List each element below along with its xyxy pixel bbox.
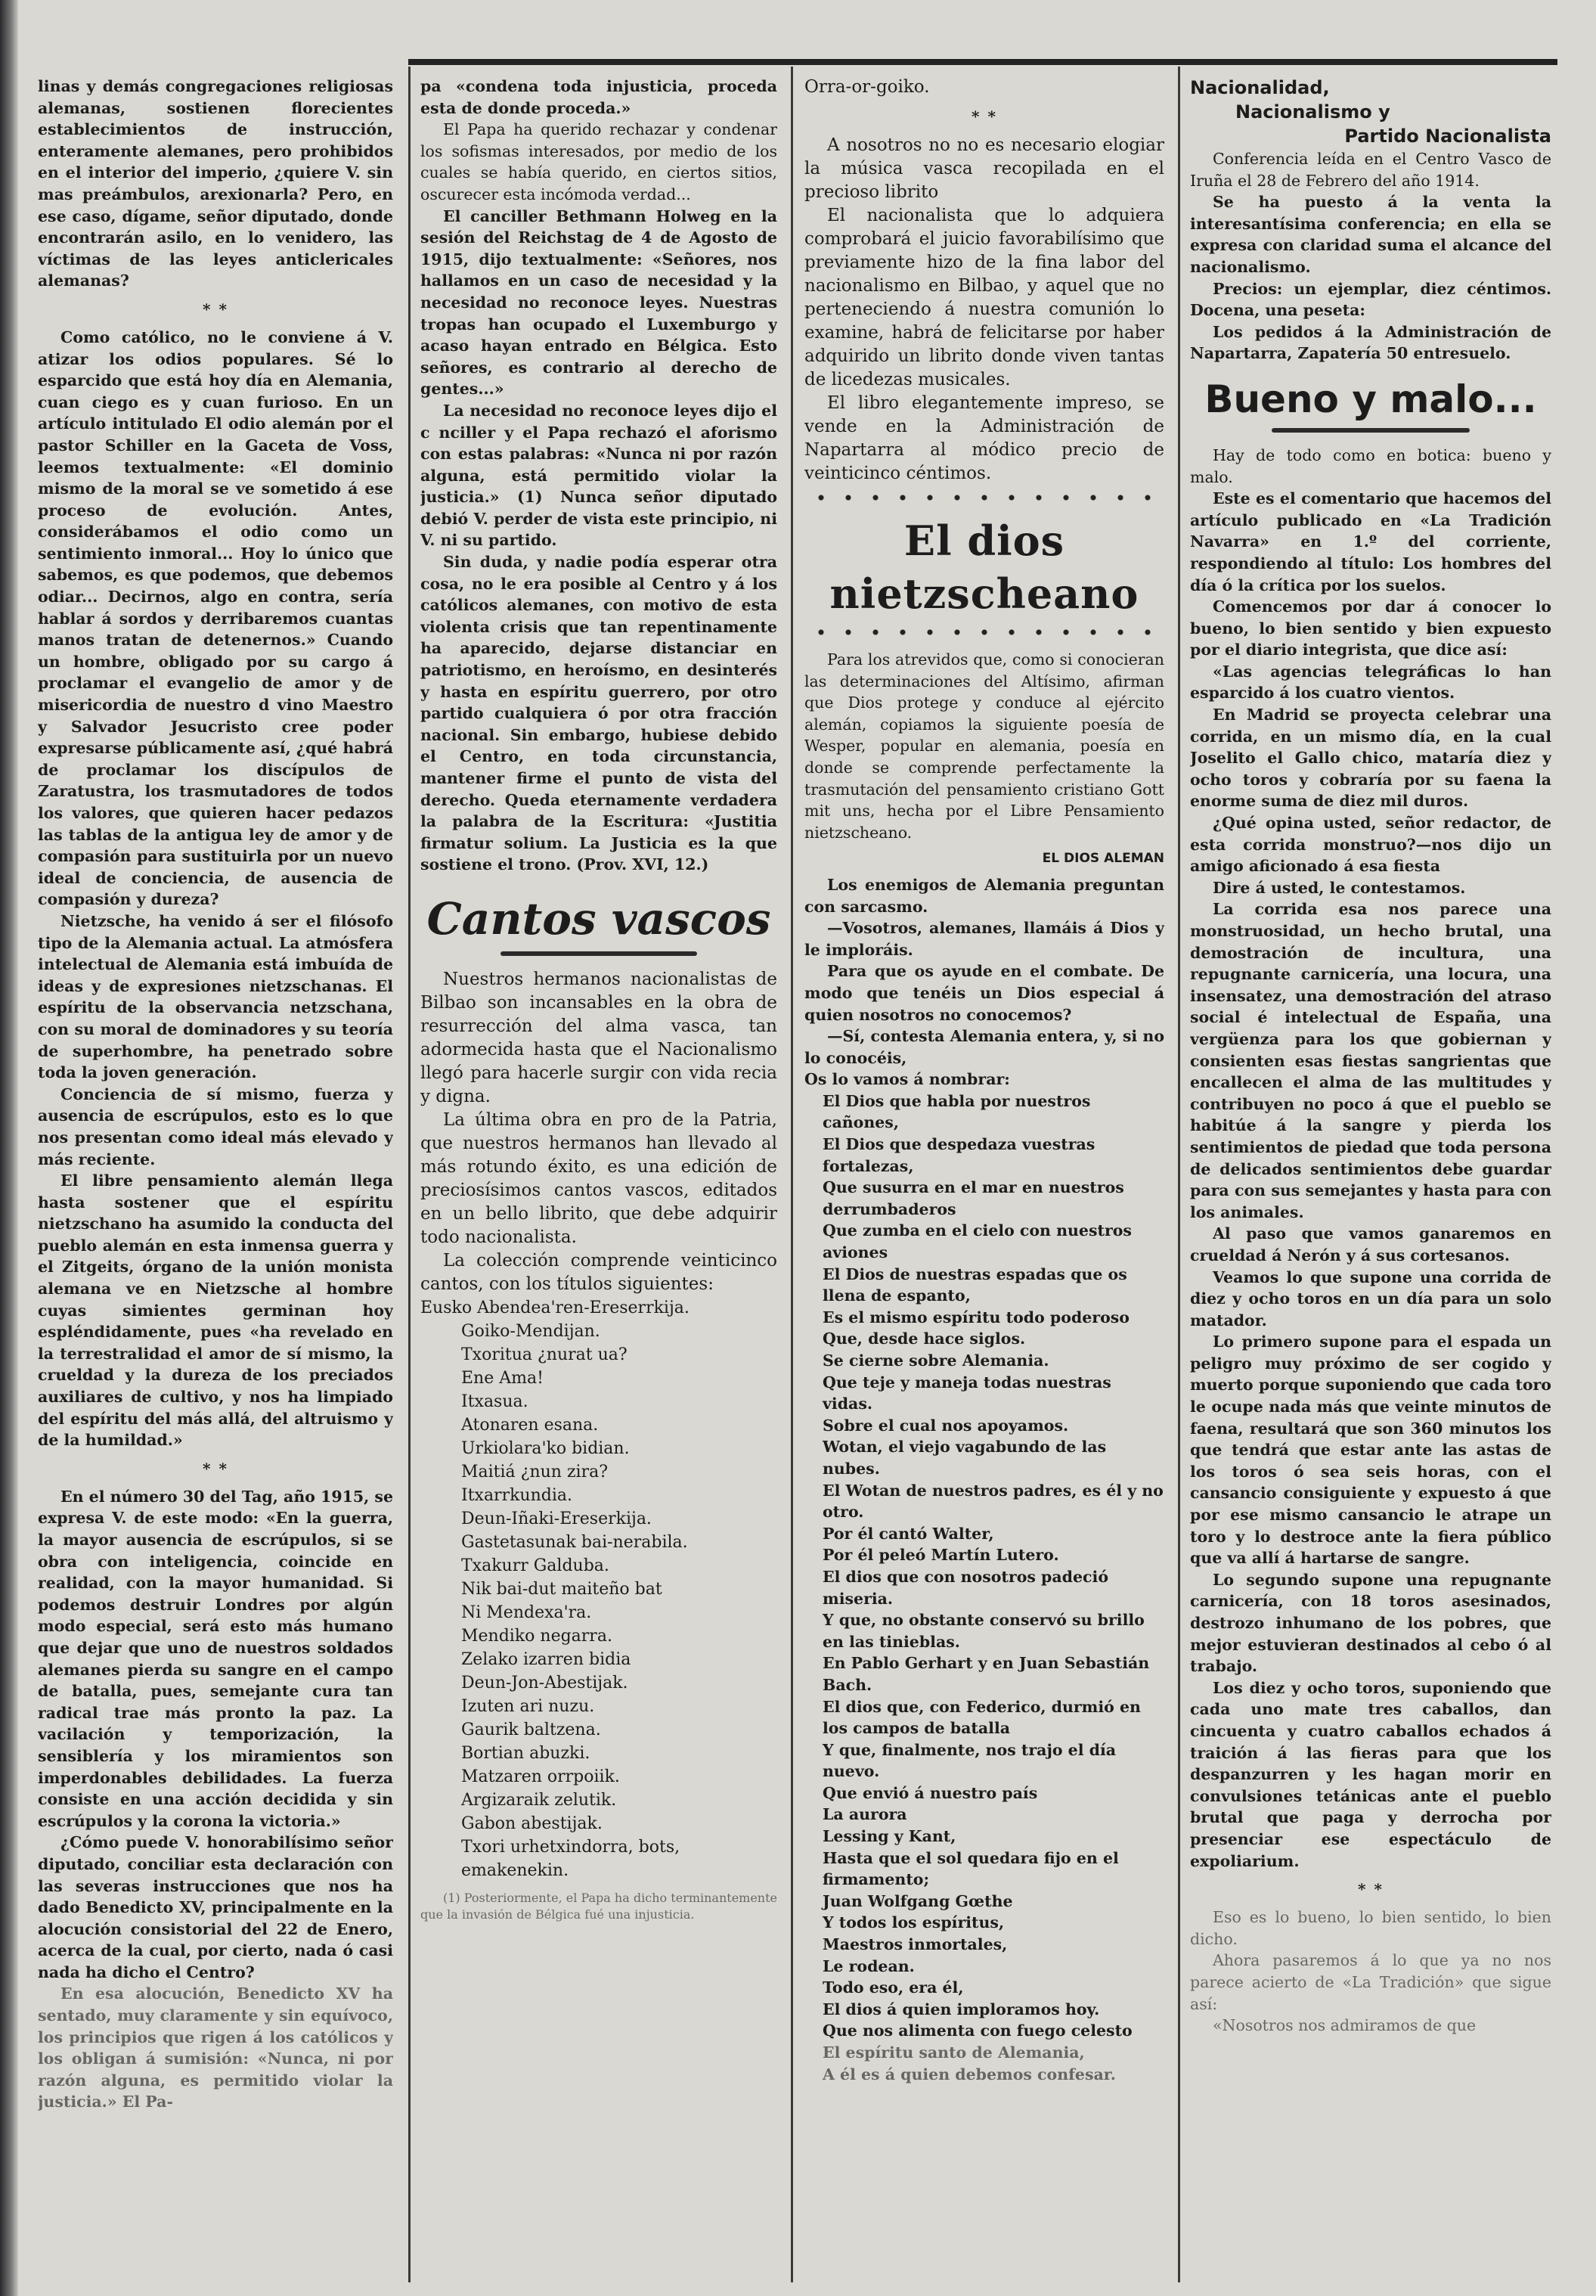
verse-line: El Dios de nuestras espadas que os llena de espanto, bbox=[823, 1264, 1127, 1305]
song-title: Txori urhetxindorra, bots, emakenekin. bbox=[461, 1837, 680, 1880]
col1-paragraph: linas y demás congregaciones religiosas alemanas, sostienen florecientes establecimientos de instrucción, enteramente alemanes, pero prohibidos en el interior del imperio, ¿quiere V. sin mas preámbulos, arexionarla? Pero, en ese caso, dígame, señor diputado, donde encontrarán asilo, en lo venidero, las víctimas de las leyes anticlericales alemanas? bbox=[38, 77, 393, 290]
song-title: Eusko Abendea'ren-Ereserrkija. bbox=[420, 1298, 690, 1317]
col3-paragraph: Los enemigos de Alemania preguntan con sarcasmo. bbox=[804, 875, 1164, 916]
asterism: * * bbox=[972, 107, 997, 126]
verse-line: Lessing y Kant, bbox=[823, 1827, 956, 1846]
col4-paragraph: Los diez y ocho toros, suponiendo que cada uno mate tres caballos, dan cincuenta y cuatro caballos echados á traición á las fieras para que los despanzurren y les hagan morir en convulsiones tetánicas ante el pueblo brutal que paga y derrocha por presenciar ese espectáculo de expoliarium. bbox=[1190, 1678, 1551, 1870]
verse-line: Os lo vamos á nombrar: bbox=[804, 1070, 1010, 1089]
verse-line: El dios que con nosotros padeció miseria. bbox=[823, 1567, 1108, 1608]
song-title: Nik bai-dut maiteño bat bbox=[461, 1579, 662, 1599]
page-binding-edge bbox=[0, 0, 18, 2296]
verse-line: Y que, finalmente, nos trajo el día nuevo. bbox=[823, 1740, 1117, 1781]
verse-line: Juan Wolfgang Gœthe bbox=[823, 1891, 1013, 1910]
song-title: Matzaren orrpoiik. bbox=[461, 1767, 620, 1786]
verse-line: El Wotan de nuestros padres, es él y no otro. bbox=[823, 1481, 1164, 1522]
heading-partido-nacionalista: Partido Nacionalista bbox=[1344, 126, 1551, 147]
top-rule bbox=[408, 59, 1557, 65]
heading-nacionalidad: Nacionalidad, bbox=[1190, 77, 1330, 98]
col2-paragraph: El Papa ha querido rechazar y condenar los sofismas interesados, por medio de los cuales se había querido, en ciertos sitios, oscurecer esta incómoda verdad... bbox=[420, 120, 777, 203]
song-title: Itxarrkundia. bbox=[461, 1485, 572, 1505]
col2-paragraph: La última obra en pro de la Patria, que nuestros hermanos han llevado al más rotundo éxito, es una edición de preciosísimos cantos vascos, editados en un bello librito, que debe adquirir todo nacionalista. bbox=[420, 1109, 777, 1247]
col4-paragraph: Este es el comentario que hacemos del artículo publicado en «La Tradición Navarra» en 1.º del corriente, respondiendo al título: Los hombres del día ó la crítica por los suelos. bbox=[1190, 489, 1551, 594]
col4-paragraph: «Nosotros nos admiramos de que bbox=[1213, 2016, 1477, 2035]
asterism: * * bbox=[203, 1459, 228, 1478]
verse-line: El dios á quien imploramos hoy. bbox=[823, 2000, 1100, 2018]
column-1 bbox=[38, 76, 393, 2284]
heading-nacionalismo: Nacionalismo y bbox=[1235, 101, 1390, 123]
verse-line: Es el mismo espíritu todo poderoso bbox=[823, 1308, 1130, 1326]
col4-paragraph: La corrida esa nos parece una monstruosidad, un hecho brutal, una demostración de incultura, una repugnante carnicería, una locura, una insensatez, una demostración del atraso social é intelectual de España, una vergüenza para los que gobiernan y consienten esas fiestas sangrientas que encallecen el alma de las multitudes y contribuyen no poco á que el pueblo se habitúe á la sangre y pierda los sentimientos de piedad que toda persona de delicados sentimientos debe guardar para con sus semejantes y hasta para con los animales. bbox=[1190, 900, 1551, 1221]
verse-line: Que envió á nuestro país bbox=[823, 1783, 1038, 1802]
verse-line: Le rodean. bbox=[823, 1956, 915, 1975]
verse-line: Que teje y maneja todas nuestras vidas. bbox=[823, 1373, 1111, 1413]
verse-line: Que nos alimenta con fuego celesto bbox=[823, 2021, 1133, 2040]
column-2 bbox=[420, 76, 777, 2284]
verse-line: El Dios que habla por nuestros cañones, bbox=[823, 1091, 1091, 1132]
song-title: Izuten ari nuzu. bbox=[461, 1696, 595, 1716]
verse-line: Que susurra en el mar en nuestros derrumbaderos bbox=[823, 1178, 1124, 1218]
verse-line: Que zumba en el cielo con nuestros aviones bbox=[823, 1221, 1132, 1262]
verse-line: En Pablo Gerhart y en Juan Sebastián Bach. bbox=[823, 1654, 1150, 1694]
col1-paragraph: En esa alocución, Benedicto XV ha sentado, muy claramente y sin equívoco, los principios que rigen á los católicos y los obligan á sumisión: «Nunca, ni por razón alguna, es permitido violar la justicia.» El Pa- bbox=[38, 1984, 393, 2111]
col4-paragraph: Los pedidos á la Administración de Napartarra, Zapatería 50 entresuelo. bbox=[1190, 322, 1551, 363]
column-4 bbox=[1190, 76, 1551, 2284]
song-title: Gastetasunak bai-nerabila. bbox=[461, 1532, 688, 1552]
column-rule-1 bbox=[408, 67, 411, 2282]
verse-line: Sobre el cual nos apoyamos. bbox=[823, 1416, 1069, 1435]
heading-cantos-vascos: Cantos vascos bbox=[426, 892, 771, 945]
footnote: (1) Posteriormente, el Papa ha dicho terminantemente que la invasión de Bélgica fué una injusticia. bbox=[420, 1890, 777, 1922]
col4-paragraph: Dire á usted, le contestamos. bbox=[1213, 878, 1466, 897]
col1-paragraph: En el número 30 del Tag, año 1915, se expresa V. de este modo: «En la guerra, la mayor ausencia de escrúpulos, si se obra con inteligencia, coincide en realidad, con la mayor humanidad. Si podemos destruir Londres por algún modo especial, será esto más humano que dejar que uno de nuestros soldados alemanes pierda su sangre en el campo de batalla, pues, semejante cura tan radical trae más pronto la paz. La vacilación y temporización, la sensiblería y los miramientos son imperdonables debilidades. La fuerza consiste en una acción decidida y sin escrúpulos y la corona la victoria.» bbox=[38, 1487, 393, 1830]
verse-line: Por él cantó Walter, bbox=[823, 1524, 994, 1543]
col3-paragraph: El nacionalista que lo adquiera comprobará el juicio favorabilísimo que previamente hizo de la fina labor del nacionalismo en Bilbao, y aquel que no perteneciendo á nuestra comunión lo examine, habrá de felicitarse por haber adquirido un librito donde viven tantas de licedezas musicales. bbox=[804, 206, 1164, 389]
asterism: * * bbox=[203, 299, 228, 318]
col1-paragraph: Como católico, no le conviene á V. atizar los odios populares. Sé lo esparcido que está hoy día en Alemania, cuan ciego es y cuan furioso. En un artículo intitulado El odio alemán por el pastor Schiller en la Gaceta de Voss, leemos textualmente: «El dominio mismo de la moral se ve sometido á ese proceso de evolución. Antes, considerábamos el odio como un sentimiento inmoral... Hoy lo único que sabemos, es que podemos, que debemos odiar... Decirnos, algo en contra, sería hablar á sordos y derribaremos cuantas manos tratan de detenernos.» Cuando un hombre, obligado por su cargo á proclamar el evangelio de amor y de misericordia de nuestro d vino Maestro y Salvador Jesucristo cree poder expresarse públicamente así, ¿qué habrá de proclamar los discípulos de Zaratustra, los trasmutadores de todos los valores, que quieren hacer pedazos las tablas de la antigua ley de amor y de compasión para sustituirla por un nuevo ideal de conciencia, de ausencia de compasión y dureza? bbox=[38, 327, 393, 909]
song-title: Atonaren esana. bbox=[461, 1415, 599, 1435]
col3-paragraph: Para los atrevidos que, como si conocieran las determinaciones del Altísimo, afirman que Dios protege y conduce al ejército alemán, copiamos la siguiente poesía de Wesper, popular en alemania, poesía en donde se comprende perfectamente la trasmutación del pensamiento cristiano Gott mit uns, hecha por el Libre Pensamiento nietzscheano. bbox=[804, 650, 1164, 842]
col4-paragraph: Lo primero supone para el espada un peligro muy próximo de ser cogido y muerto porque suponiendo que cada toro le ocupe nada más que veinte minutos de faena, resultará que son 360 minutos los que tendrá que estar ante las astas de los toros ó sea seis horas, con el cansancio consiguiente y expuesto á que por ese mismo cansancio le atrape un toro y lo destroce ante la fiera público que va allí á hartarse de sangre. bbox=[1190, 1333, 1551, 1568]
asterism: * * bbox=[1358, 1880, 1384, 1899]
col2-paragraph: La necesidad no reconoce leyes dijo el c nciller y el Papa rechazó el aforismo con estas palabras: «Nunca ni por razón alguna, está permitido violar la justicia.» (1) Nunca señor diputado debió V. perder de vista este principio, ni V. ni su partido. bbox=[420, 401, 777, 550]
verse-line: Wotan, el viejo vagabundo de las nubes. bbox=[823, 1438, 1107, 1478]
verse-line: Y todos los espíritus, bbox=[823, 1913, 1005, 1932]
column-3 bbox=[804, 76, 1164, 2284]
col3-paragraph: Para que os ayude en el combate. De modo que tenéis un Dios especial á quien nosotros no conocemos? bbox=[804, 962, 1164, 1024]
ornament-rule bbox=[804, 628, 1164, 637]
col4-paragraph: Hay de todo como en botica: bueno y malo. bbox=[1190, 445, 1551, 486]
verse-line: La aurora bbox=[823, 1805, 907, 1824]
col4-paragraph: Eso es lo bueno, lo bien sentido, lo bien dicho. bbox=[1190, 1908, 1551, 1948]
heading-el-dios-nietzscheano: El dios nietzscheano bbox=[829, 517, 1139, 618]
col1-paragraph: Nietzsche, ha venido á ser el filósofo tipo de la Alemania actual. La atmósfera intelectual de Alemania está imbuída de ideas y de expresiones nietzschanas. El espíritu de la observancia netzschana, con su moral de dominadores y su teoría de superhombre, ha penetrado sobre toda la joven generación. bbox=[38, 911, 393, 1082]
heading-bueno-y-malo: Bueno y malo... bbox=[1204, 377, 1537, 421]
col3-paragraph: —Sí, contesta Alemania entera, y, si no lo conocéis, bbox=[804, 1027, 1164, 1067]
song-title: Gabon abestijak. bbox=[461, 1814, 603, 1833]
song-title: Gaurik baltzena. bbox=[461, 1720, 601, 1739]
col1-paragraph: ¿Cómo puede V. honorabilísimo señor diputado, conciliar esta declaración con las severas instrucciones que nos ha dado Benedicto XV, principalmente en la alocución consistorial del 22 de Enero, acerca de la cual, por cierto, nada ó casi nada ha dicho el Centro? bbox=[38, 1833, 393, 1981]
song-title: Goiko-Mendijan. bbox=[461, 1321, 600, 1341]
song-title: Txoritua ¿nurat ua? bbox=[461, 1345, 628, 1364]
col4-paragraph: Comencemos por dar á conocer lo bueno, lo bien sentido y bien expuesto por el diario integrista, que dice así: bbox=[1190, 597, 1551, 659]
song-title: Txakurr Galduba. bbox=[461, 1556, 609, 1575]
song-title: Deun-Jon-Abestijak. bbox=[461, 1673, 628, 1693]
col3-paragraph: Orra-or-goiko. bbox=[804, 77, 930, 97]
verse-line: El espíritu santo de Alemania, bbox=[823, 2043, 1085, 2062]
col1-paragraph: Conciencia de sí mismo, fuerza y ausencia de escrúpulos, esto es lo que nos presentan como ideal más elevado y más reciente. bbox=[38, 1084, 393, 1168]
verse-line: El dios que, con Federico, durmió en los campos de batalla bbox=[823, 1697, 1141, 1738]
col4-paragraph: Conferencia leída en el Centro Vasco de Iruña el 28 de Febrero del año 1914. bbox=[1190, 150, 1551, 190]
song-title: Itxasua. bbox=[461, 1392, 528, 1411]
verse-line: Maestros inmortales, bbox=[823, 1935, 1008, 1954]
verse-line: Y que, no obstante conservó su brillo en las tinieblas. bbox=[823, 1611, 1145, 1651]
col2-paragraph: Nuestros hermanos nacionalistas de Bilbao son incansables en la obra de resurrección del alma vasca, tan adormecida hasta que el Nacionalismo llegó para hacerle surgir con vida recia y digna. bbox=[420, 969, 777, 1106]
song-title: Maitiá ¿nun zira? bbox=[461, 1462, 609, 1482]
subheading-el-dios-aleman: EL DIOS ALEMAN bbox=[1042, 851, 1164, 867]
col4-paragraph: Ahora pasaremos á lo que ya no nos parece acierto de «La Tradición» que sigue así: bbox=[1190, 1951, 1551, 2013]
column-rule-3 bbox=[1178, 67, 1180, 2282]
col2-paragraph: Sin duda, y nadie podía esperar otra cosa, no le era posible al Centro y á los católicos alemanes, con motivo de esta violenta crisis que tan repentinamente ha aparecido, dejarse distanciar en patriotismo, en heroísmo, en desinterés y hasta en espíritu guerrero, por otro partido cualquiera ó por otra fracción nacional. Sin embargo, hubiese debido el Centro, en toda circunstancia, mantener firme el punto de vista del derecho. Queda eternamente verdadera la palabra de la Escritura: «Justitia firmatur solium. La Justicia es la que sostiene el trono. (Prov. XVI, 12.) bbox=[420, 553, 777, 874]
song-title: Bortian abuzki. bbox=[461, 1743, 590, 1763]
heading-flourish bbox=[1272, 428, 1470, 433]
verse-line: Se cierne sobre Alemania. bbox=[823, 1351, 1049, 1370]
col2-paragraph: El canciller Bethmann Holweg en la sesión del Reichstag de 4 de Agosto de 1915, dijo textualmente: «Señores, nos hallamos en un caso de necesidad y la necesidad no reconoce leyes. Nuestras tropas han ocupado el Luxemburgo y acaso hayan entrado en Bélgica. Esto señores, es contrario al derecho de gentes...» bbox=[420, 206, 777, 399]
col3-paragraph: El libro elegantemente impreso, se vende en la Administración de Napartarra al módico precio de veinticinco céntimos. bbox=[804, 393, 1164, 483]
col3-paragraph: —Vosotros, alemanes, llamáis á Dios y le imploráis. bbox=[804, 919, 1164, 959]
col2-paragraph: La colección comprende veinticinco cantos, con los títulos siguientes: bbox=[420, 1250, 777, 1294]
col2-paragraph: pa «condena toda injusticia, proceda esta de donde proceda.» bbox=[420, 77, 777, 117]
verse-line: Por él peleó Martín Lutero. bbox=[823, 1546, 1059, 1565]
col4-paragraph: «Las agencias telegráficas lo han esparcido á los cuatro vientos. bbox=[1190, 662, 1551, 703]
song-title: Mendiko negarra. bbox=[461, 1626, 612, 1646]
col4-paragraph: ¿Qué opina usted, señor redactor, de esta corrida monstruo?—nos dijo un amigo aficionado á esa fiesta bbox=[1190, 814, 1551, 876]
col4-paragraph: En Madrid se proyecta celebrar una corrida, en un mismo día, en la cual Joselito el Gallo chico, mataría diez y ocho toros y cobraría por su faena la enorme suma de diez mil duros. bbox=[1190, 706, 1551, 811]
col4-paragraph: Veamos lo que supone una corrida de diez y ocho toros en un día para un solo matador. bbox=[1190, 1267, 1551, 1330]
col3-paragraph: A nosotros no no es necesario elogiar la música vasca recopilada en el precioso librito bbox=[804, 135, 1164, 202]
column-rule-2 bbox=[791, 67, 793, 2282]
verse-line: El Dios que despedaza vuestras fortalezas, bbox=[823, 1135, 1096, 1175]
heading-flourish bbox=[500, 951, 697, 956]
col1-paragraph: El libre pensamiento alemán llega hasta sostener que el espíritu nietzschano ha asumido la conducta del pueblo alemán en esta inmensa guerra y el Zitgeits, órgano de la unión monista alemana ve en Nietzsche al hombre cuyas simientes germinan hoy espléndidamente, pues «ha revelado en la terrestralidad el amor de sí mismo, la crueldad y la dureza de los preciados auxiliares de cultivo, y nos ha limpiado del espíritu del más allá, del altruismo y de la humildad.» bbox=[38, 1171, 393, 1450]
song-title: Ni Mendexa'ra. bbox=[461, 1603, 592, 1622]
verse-line: Hasta que el sol quedara fijo en el firmamento; bbox=[823, 1848, 1119, 1889]
verse-line: Que, desde hace siglos. bbox=[823, 1330, 1026, 1348]
ornament-rule bbox=[804, 493, 1164, 502]
song-title: Deun-Iñaki-Ereserkija. bbox=[461, 1509, 652, 1528]
song-title: Argizaraik zelutik. bbox=[461, 1790, 617, 1810]
col4-paragraph: Al paso que vamos ganaremos en crueldad á Nerón y á sus cortesanos. bbox=[1190, 1224, 1551, 1264]
verse-line: Todo eso, era él, bbox=[823, 1978, 964, 1997]
col4-paragraph: Lo segundo supone una repugnante carnicería, con 18 toros asesinados, destrozo inhumano de los pobres, que mejor estuvieran destinados al cebo ó al trabajo. bbox=[1190, 1570, 1551, 1676]
song-title: Urkiolara'ko bidian. bbox=[461, 1438, 630, 1458]
song-title: Zelako izarren bidia bbox=[461, 1649, 631, 1669]
col4-paragraph: Precios: un ejemplar, diez céntimos. Docena, una peseta: bbox=[1190, 279, 1551, 320]
song-title: Ene Ama! bbox=[461, 1368, 544, 1388]
col4-paragraph: Se ha puesto á la venta la interesantísima conferencia; en ella se expresa con claridad suma el alcance del nacionalismo. bbox=[1190, 193, 1551, 276]
verse-line: A él es á quien debemos confesar. bbox=[823, 2065, 1116, 2083]
